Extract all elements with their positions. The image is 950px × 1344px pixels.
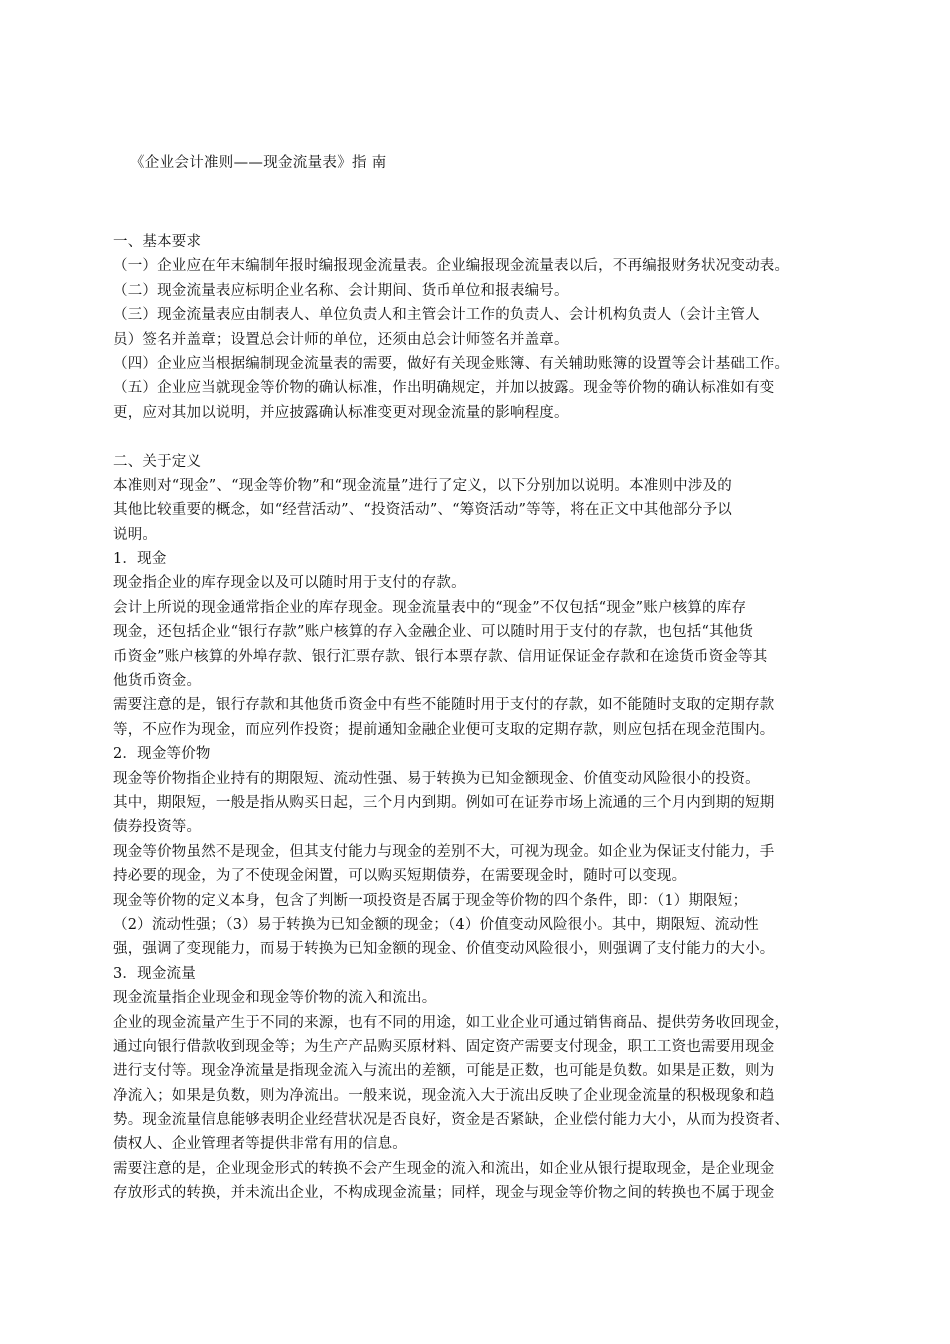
text-line: 需要注意的是，企业现金形式的转换不会产生现金的流入和流出，如企业从银行提取现金，是企业现金 [113, 1160, 775, 1177]
text-line: 势。现金流量信息能够表明企业经营状况是否良好，资金是否紧缺，企业偿付能力大小，从而为投资者、 [113, 1112, 790, 1129]
text-line: （2）流动性强；（3）易于转换为已知金额的现金；（4）价值变动风险很小。其中，期限短、流动性 [113, 916, 759, 933]
document-body [113, 230, 843, 1206]
text-line: （一）企业应在年末编制年报时编报现金流量表。企业编报现金流量表以后，不再编报财务状况变动表。 [113, 258, 790, 275]
text-line: 等，不应作为现金，而应列作投资；提前通知金融企业便可支取的定期存款，则应包括在现金范围内。 [113, 721, 775, 738]
text-line: 现金指企业的库存现金以及可以随时用于支付的存款。 [113, 575, 466, 592]
text-line: 需要注意的是，银行存款和其他货币资金中有些不能随时用于支付的存款，如不能随时支取的定期存款 [113, 697, 775, 714]
text-line: 存放形式的转换，并未流出企业，不构成现金流量；同样，现金与现金等价物之间的转换也不属于现金 [113, 1185, 775, 1202]
text-line: 净流入；如果是负数，则为净流出。一般来说，现金流入大于流出反映了企业现金流量的积极现象和趋 [113, 1087, 775, 1104]
text-line: 2．现金等价物 [113, 746, 211, 763]
text-line: 二、关于定义 [113, 453, 202, 470]
text-line: （五）企业应当就现金等价物的确认标准，作出明确规定，并加以披露。现金等价物的确认标准如有变 [113, 380, 775, 397]
text-line: 现金等价物指企业持有的期限短、流动性强、易于转换为已知金额现金、价值变动风险很小的投资。 [113, 770, 760, 787]
text-line: 现金等价物的定义本身，包含了判断一项投资是否属于现金等价物的四个条件，即：（1）期限短； [113, 892, 748, 909]
text-line: 现金流量指企业现金和现金等价物的流入和流出。 [113, 990, 437, 1007]
text-line: 会计上所说的现金通常指企业的库存现金。现金流量表中的“现金”不仅包括“现金”账户核算的库存 [113, 599, 747, 616]
text-line: 3．现金流量 [113, 965, 196, 982]
text-line: 强，强调了变现能力，而易于转换为已知金额的现金、价值变动风险很小，则强调了支付能力的大小。 [113, 941, 775, 958]
text-line: 企业的现金流量产生于不同的来源，也有不同的用途，如工业企业可通过销售商品、提供劳务收回现金， [113, 1014, 790, 1031]
text-line: 其中，期限短，一般是指从购买日起，三个月内到期。例如可在证券市场上流通的三个月内到期的短期 [113, 794, 775, 811]
text-line: 债权人、企业管理者等提供非常有用的信息。 [113, 1136, 407, 1153]
text-line: 通过向银行借款收到现金等；为生产产品购买原材料、固定资产需要支付现金，职工工资也需要用现金 [113, 1038, 775, 1055]
text-line: 他货币资金。 [113, 673, 202, 690]
text-line: 更，应对其加以说明，并应披露确认标准变更对现金流量的影响程度。 [113, 404, 569, 421]
text-line: （三）现金流量表应由制表人、单位负责人和主管会计工作的负责人、会计机构负责人（会计主管人 [113, 307, 760, 324]
text-line: 一、基本要求 [113, 234, 202, 250]
text-line: 进行支付等。现金净流量是指现金流入与流出的差额，可能是正数，也可能是负数。如果是正数，则为 [113, 1063, 775, 1080]
document-title: 《企业会计准则——现金流量表》指 南 [130, 155, 387, 171]
text-line: （四）企业应当根据编制现金流量表的需要，做好有关现金账簿、有关辅助账簿的设置等会计基础工作。 [113, 355, 790, 372]
text-line: 员）签名并盖章；设置总会计师的单位，还须由总会计师签名并盖章。 [113, 331, 569, 348]
text-line: 币资金”账户核算的外埠存款、银行汇票存款、银行本票存款、信用证保证金存款和在途货币资金等其 [113, 648, 768, 665]
text-line: 持必要的现金，为了不使现金闲置，可以购买短期债券，在需要现金时，随时可以变现。 [113, 868, 687, 885]
text-line [113, 425, 843, 449]
text-line: 债券投资等。 [113, 819, 202, 836]
text-line: （二）现金流量表应标明企业名称、会计期间、货币单位和报表编号。 [113, 282, 569, 299]
text-line: 1．现金 [113, 551, 167, 568]
text-line: 现金，还包括企业“银行存款”账户核算的存入金融企业、可以随时用于支付的存款，也包括“其他货 [113, 624, 754, 641]
text-line: 本准则对“现金”、“现金等价物”和“现金流量”进行了定义，以下分别加以说明。本准则中涉及的 [113, 477, 732, 494]
text-line: 说明。 [113, 526, 158, 543]
text-line: 现金等价物虽然不是现金，但其支付能力与现金的差别不大，可视为现金。如企业为保证支付能力，手 [113, 843, 775, 860]
text-line: 其他比较重要的概念，如“经营活动”、“投资活动”、“筹资活动”等等，将在正文中其他部分予以 [113, 502, 732, 519]
